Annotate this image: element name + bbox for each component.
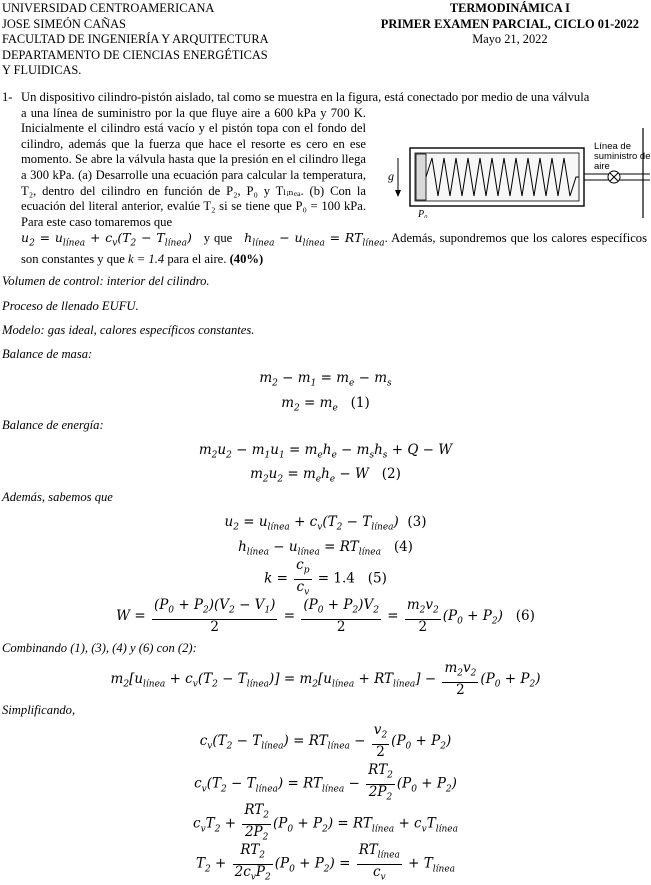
- equation-4: $h_{línea} - u_{línea} = RT_{línea}$ (4): [238, 539, 413, 558]
- exam-date: Mayo 21, 2022: [472, 32, 548, 47]
- energy-balance-heading: Balance de energía:: [2, 418, 104, 432]
- equation-simplified-3: $c_vT_2$ + $\frac{RT_2}{2P_2}$ $(P_0 + P_2) = RT_{línea} + c_vT_{línea}$: [193, 802, 458, 843]
- simplifying-text: Simplificando,: [2, 703, 76, 717]
- tail-b: . Además, supondremos que los calores específicos son constantes y que: [21, 231, 647, 267]
- institution-line: Y FLUIDICAS.: [2, 63, 82, 78]
- piston: [416, 154, 426, 200]
- institution-header: [2, 1, 269, 79]
- also-text: Además, sabemos que: [2, 490, 113, 504]
- problem-number: 1-: [2, 90, 13, 104]
- equation-2: $m_2u_2 = m_eh_e - W$ (2): [250, 466, 401, 485]
- problem-line-1: Un dispositivo cilindro-pistón aislado, tal como se muestra en la figura, está conectado por medio de una válvula: [21, 90, 590, 104]
- k-value: k = 1.4: [128, 252, 165, 267]
- tail-c: para el aire.: [167, 252, 227, 267]
- institution-line: FACULTAD DE INGENIERÍA Y ARQUITECTURA: [2, 32, 269, 47]
- equation-simplified-1: $c_v(T_2 - T_{línea}) = RT_{línea}$ − $\frac{v_2}{2}$ $(P_0 + P_2)$: [199, 722, 452, 760]
- supply-label-line: Línea de: [594, 141, 631, 152]
- assumption-u2: $u_2 = u_{línea} + c_v(T_2 - T_{línea})$: [21, 230, 192, 249]
- eq2-tag: (2): [381, 466, 401, 482]
- supply-label-line: suministro de: [594, 151, 651, 162]
- supply-label-line: aire: [594, 161, 610, 172]
- institution-line: UNIVERSIDAD CENTROAMERICANA: [2, 1, 215, 15]
- gravity-label: g: [388, 169, 394, 183]
- gravity-arrow-head: [395, 190, 401, 197]
- equation-simplified-4: $T_2$ + $\frac{RT_2}{2c_vP_2}$ $(P_0 + P_2)$ = $\frac{RT_{línea}}{c_v}$ + $T_{línea}$: [195, 842, 456, 883]
- control-volume-text: Volumen de control: interior del cilindro.: [2, 274, 210, 288]
- equation-energy-balance: $m_2u_2 - m_1u_1 = m_eh_e - m_sh_s + Q - W$: [198, 442, 453, 461]
- institution-line: JOSE SIMEÓN CAÑAS: [2, 16, 126, 31]
- process-text: Proceso de llenado EUFU.: [2, 299, 139, 313]
- combining-text: Combinando (1), (3), (4) y (6) con (2):: [2, 641, 197, 655]
- exam-title: PRIMER EXAMEN PARCIAL, CICLO 01-2022: [380, 16, 639, 31]
- equation-1: $m_2 = m_e$ (1): [281, 395, 370, 414]
- cylinder-inner: [415, 153, 579, 201]
- equation-mass-balance: $m_2 - m_1 = m_e - m_s$: [259, 370, 392, 389]
- model-text: Modelo: gas ideal, calores específicos constantes.: [2, 323, 255, 337]
- eq1-tag: (1): [350, 395, 370, 411]
- problem-wrapped-text: a una línea de suministro por la que fluye aire a 600 kPa y 700 K. Inicialmente el cilindro está vacío y el pistón topa con el fondo del cilindro, además que la fuerza que hace el resorte es cero en ese momento. Se abre la válvula hasta que la presión en el cilindro llega a 300 kPa. (a) Desarrolle una ecuación para calcular la temperatura, T₂, dentro del cilindro en función de P₂, P₀ y Tₗᵢₙₑₐ. (b) Con la ecuación del literal anterior, evalúe T₂ si se tiene que P₀ = 100 kPa. Para este caso tomaremos que: [21, 105, 366, 229]
- equation-6: W = $\frac{(P_0 + P_2)(V_2 - V_1)}{2}$ = $\frac{(P_0 + P_2)V_2}{2}$ = $\frac{m_2v_2}{2}$ $(P_0 + P_2)$ (6): [116, 597, 535, 635]
- eq4-tag: (4): [393, 539, 413, 555]
- equation-combined: $m_2[u_{línea} + c_v(T_2 - T_{línea})] = m_2[u_{línea} + RT_{línea}]$ − $\frac{m_2v_2}{2}$ $(P_0 + P_2)$: [110, 660, 541, 698]
- mass-balance-heading: Balance de masa:: [2, 347, 93, 361]
- problem-tail: [21, 230, 647, 268]
- institution-line: DEPARTAMENTO DE CIENCIAS ENERGÉTICAS: [2, 47, 268, 62]
- equation-simplified-2: $c_v(T_2 - T_{línea}) = RT_{línea}$ − $\frac{RT_2}{2P_2}$ $(P_0 + P_2)$: [194, 762, 457, 803]
- supply-line-label: [594, 142, 651, 172]
- equation-5: k = $\frac{c_p}{c_v}$ = 1.4 (5): [264, 557, 387, 598]
- tail-a: y que: [203, 231, 233, 246]
- assumption-h: $h_{línea} - u_{línea} = RT_{línea}$: [244, 230, 385, 249]
- equation-3: $u_2 = u_{línea} + c_v(T_2 - T_{línea})$ (3): [224, 514, 427, 533]
- eq3-tag: (3): [407, 514, 427, 530]
- eq6-tag: (6): [515, 607, 535, 624]
- exam-header: [381, 1, 639, 48]
- course-title: TERMODINÁMICA I: [449, 1, 570, 15]
- eq5-tag: (5): [367, 570, 387, 587]
- points: (40%): [229, 252, 264, 267]
- p0-label: P₀: [418, 209, 428, 218]
